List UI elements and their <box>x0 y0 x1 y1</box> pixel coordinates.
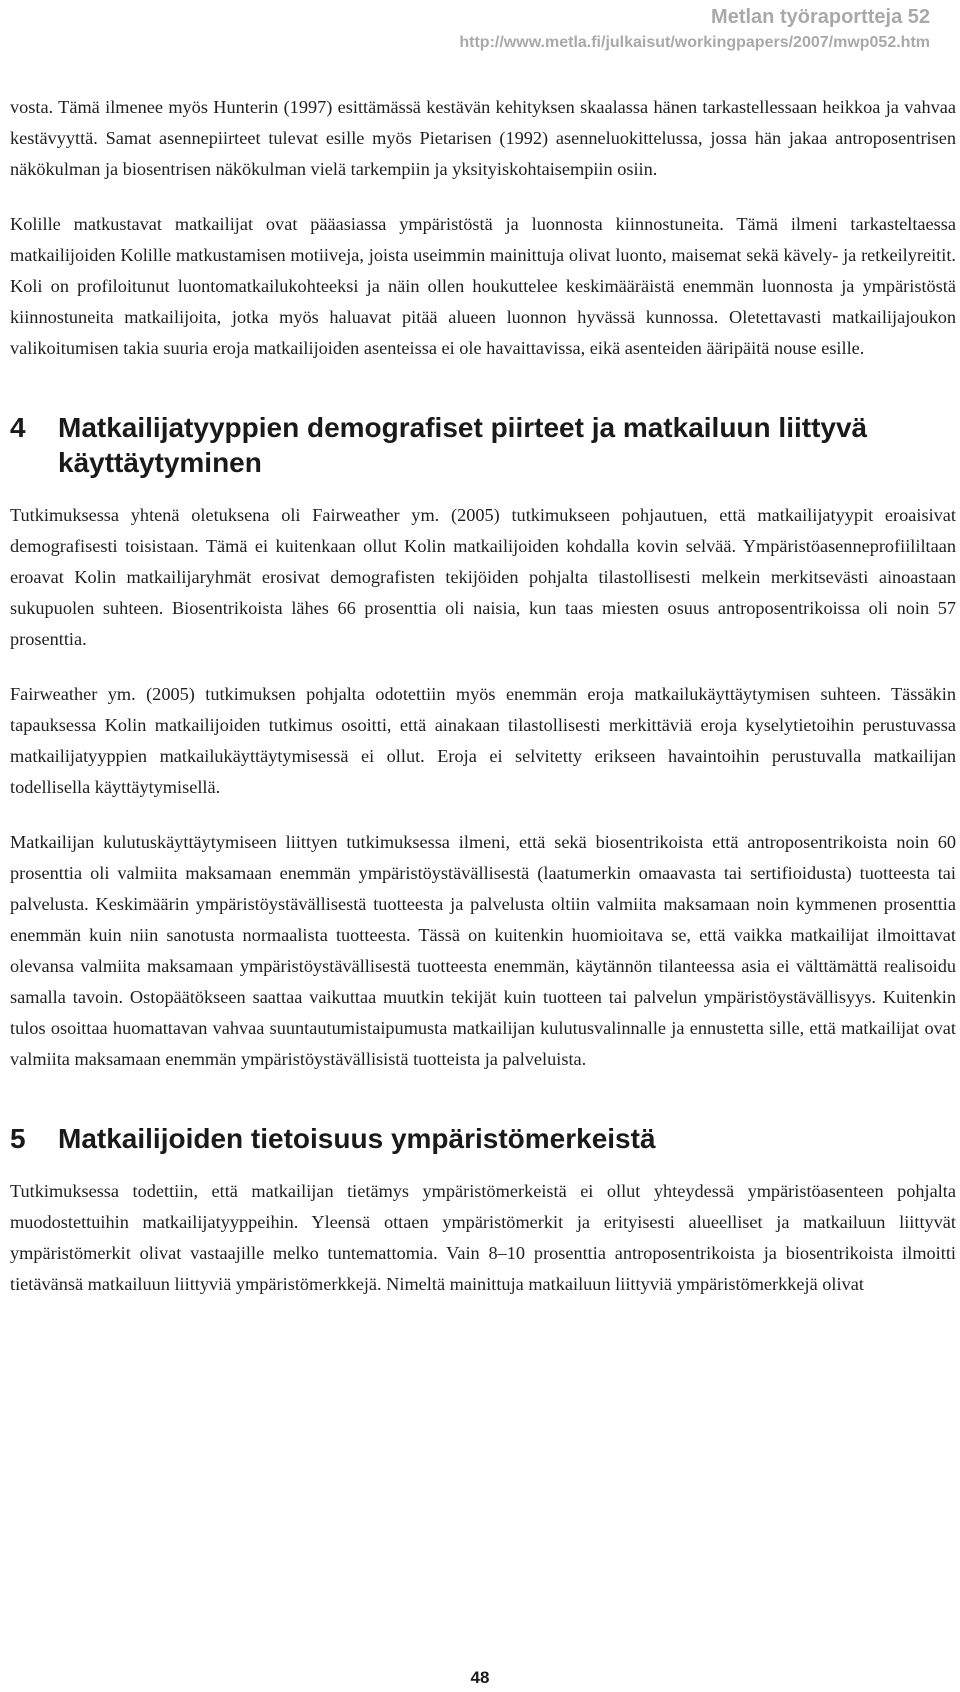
paragraph-koli-travellers: Kolille matkustavat matkailijat ovat pääasiassa ympäristöstä ja luonnosta kiinnostuneita. Tämä ilmeni tarkasteltaessa matkailijoiden Kolille matkustamisen motiiveja, joista useimmin mainittuja olivat luonto, maisemat sekä kävely- ja retkeilyreitit. Koli on profiloitunut luontomatkailukohteeksi ja näin ollen houkuttelee keskimääräistä enemmän luonnosta ja ympäristöstä kiinnostuneita matkailijoita, jotka myös haluavat pitää alueen luonnon hyvässä kunnossa. Oletettavasti matkailijajoukon valikoitumisen takia suuria eroja matkailijoiden asenteissa ei ole havaittavissa, eikä asenteiden ääripäitä nouse esille. <box>10 214 956 358</box>
document-body <box>10 92 956 1300</box>
page-number: 48 <box>470 1668 490 1687</box>
paragraph-consumer-behaviour: Matkailijan kulutuskäyttäytymiseen liittyen tutkimuksessa ilmeni, että sekä biosentrikoista että antroposentrikoista noin 60 prosenttia oli valmiita maksamaan enemmän ympäristöystävällisestä (laatumerkin omaavasta tai sertifioidusta) tuotteesta tai palvelusta. Keskimäärin ympäristöystävällisestä tuotteesta ja palvelusta oltiin valmiita maksamaan noin kymmenen prosenttia enemmän kuin niin sanotusta normaalista tuotteesta. Tässä on kuitenkin huomioitava se, että vaikka matkailijat ilmoittavat olevansa valmiita maksamaan ympäristöystävällisestä tuotteesta enemmän, käytännön tilanteessa asia ei välttämättä realisoidu samalla tavoin. Ostopäätökseen saattaa vaikuttaa muutkin tekijät kuin tuotteen tai palvelun ympäristöystävällisyys. Kuitenkin tulos osoittaa huomattavan vahvaa suuntautumistaipumusta matkailijan kulutusvalinnalle ja ennustetta sille, että matkailijat ovat valmiita maksamaan enemmän ympäristöystävällisistä tuotteista ja palveluista. <box>10 832 956 1069</box>
section-number: 4 <box>10 412 26 443</box>
section-heading-4 <box>10 410 956 480</box>
series-url[interactable]: http://www.metla.fi/julkaisut/workingpapers/2007/mwp052.htm <box>459 34 930 51</box>
paragraph-eco-labels: Tutkimuksessa todettiin, että matkailijan tietämys ympäristömerkeistä ei ollut yhteydessä ympäristöasenteen pohjalta muodostettuihin matkailijatyyppeihin. Yleensä ottaen ympäristömerkit ja erityisesti alueelliset ja matkailuun liittyvät ympäristömerkit olivat vastaajille melko tuntemattomia. Vain 8–10 prosenttia antroposentrikoista ja biosentrikoista ilmoitti tietävänsä matkailuun liittyviä ympäristömerkkejä. Nimeltä mainittuja matkailuun liittyviä ympäristömerkkejä olivat <box>10 1181 956 1294</box>
section-heading-5 <box>10 1121 956 1156</box>
section-number: 5 <box>10 1123 26 1154</box>
paragraph-travel-behaviour: Fairweather ym. (2005) tutkimuksen pohjalta odotettiin myös enemmän eroja matkailukäyttäytymisen suhteen. Tässäkin tapauksessa Kolin matkailijoiden tutkimus osoitti, että ainakaan tilastollisesti merkittäviä eroja kyselytietoihin perustuvassa matkailijatyyppien matkailukäyttäytymisessä ei ollut. Eroja ei selvitetty erikseen havaintoihin perustuvalla matkailijan todellisella käyttäytymisellä. <box>10 684 956 797</box>
paragraph-demographics: Tutkimuksessa yhtenä oletuksena oli Fairweather ym. (2005) tutkimukseen pohjautuen, että matkailijatyypit eroaisivat demografisesti toisistaan. Tämä ei kuitenkaan ollut Kolin matkailijoiden kohdalla kovin selvää. Ympäristöasenneprofiililtaan eroavat Kolin matkailijaryhmät erosivat demografisten tekijöiden pohjalta tilastollisesti melkein merkitsevästi ainoastaan sukupuolen suhteen. Biosentrikoista lähes 66 prosenttia oli naisia, kun taas miesten osuus antroposentrikoissa oli noin 57 prosenttia. <box>10 505 956 649</box>
paragraph-attitude-classification: vosta. Tämä ilmenee myös Hunterin (1997) esittämässä kestävän kehityksen skaalassa hänen tarkastellessaan heikkoa ja vahvaa kestävyyttä. Samat asennepiirteet tulevat esille myös Pietarisen (1992) asenneluokittelussa, jossa hän jakaa antroposentrisen näkökulman ja biosentrisen näkökulman vielä tarkempiin ja yksityiskohtaisempiin osiin. <box>10 97 956 179</box>
page-header <box>459 4 930 54</box>
series-title: Metlan työraportteja 52 <box>711 6 930 28</box>
section-title: Matkailijoiden tietoisuus ympäristömerkeistä <box>58 1123 656 1154</box>
section-title: Matkailijatyyppien demografiset piirteet ja matkailuun liittyvä käyttäytyminen <box>58 412 868 478</box>
